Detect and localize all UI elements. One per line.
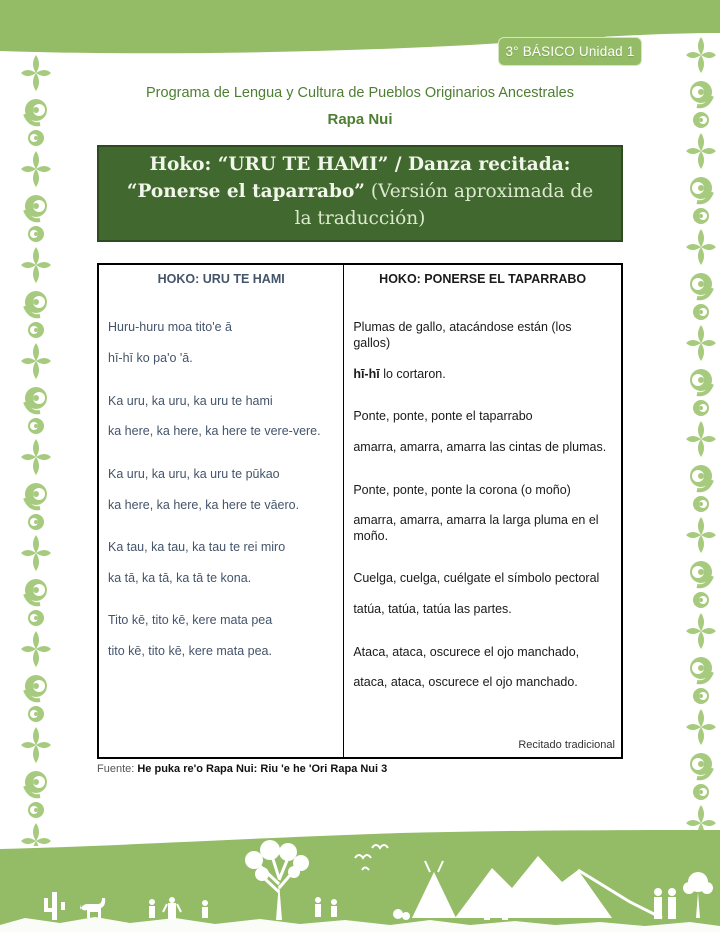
lyric-line: tatúa, tatúa, tatúa las partes. — [353, 602, 512, 617]
language-subtitle: Rapa Nui — [327, 111, 393, 128]
lyric-line: Ka uru, ka uru, ka uru te hami — [108, 393, 273, 408]
lyrics-table — [97, 263, 623, 759]
stanza — [108, 394, 333, 440]
lyric-line: Ataca, ataca, oscurece el ojo manchado, — [353, 644, 580, 659]
program-title: Programa de Lengua y Cultura de Pueblos Originarios Ancestrales — [146, 85, 574, 101]
lyric-line: Ka uru, ka uru, ka uru te pūkao — [108, 466, 280, 481]
tradition-note: Recitado tradicional — [518, 739, 615, 752]
stanza — [108, 467, 333, 513]
left-ornament-border — [20, 54, 52, 846]
rapanui-column — [99, 265, 344, 757]
rapanui-column-header: HOKO: URU TE HAMI — [157, 272, 285, 287]
lyric-line: Tito kē, tito kē, kere mata pea — [108, 613, 273, 628]
lyric-line: tito kē, tito kē, kere mata pea. — [108, 644, 272, 659]
lesson-title-bold: Hoko: “URU TE HAMI” / Danza recitada: “Ponerse el taparrabo” — [126, 154, 571, 202]
rapanui-stanzas — [99, 286, 343, 686]
stanza — [108, 320, 333, 366]
stanza — [353, 409, 611, 455]
lyric-line: hī-hī lo cortaron. — [353, 366, 446, 381]
spanish-stanzas — [344, 286, 621, 718]
lyric-line: amarra, amarra, amarra la larga pluma en el moño. — [353, 513, 599, 543]
stanza — [108, 540, 333, 586]
stanza — [353, 320, 611, 382]
source-line — [97, 763, 623, 775]
stanza — [108, 613, 333, 659]
source-text: He puka re'o Rapa Nui: Riu 'e he 'Ori Rapa Nui 3 — [137, 763, 388, 776]
lyric-line: Cuelga, cuelga, cuélgate el símbolo pectoral — [353, 571, 600, 586]
stanza — [353, 483, 611, 545]
lyric-line: Plumas de gallo, atacándose están (los gallos) — [353, 320, 572, 351]
lyric-line: Huru-huru moa tito'e ā — [108, 320, 232, 335]
lyric-line: ka here, ka here, ka here te vere-vere. — [108, 424, 321, 439]
landscape-illustration — [0, 830, 720, 932]
lyric-line: Ponte, ponte, ponte el taparrabo — [353, 409, 533, 424]
stanza — [353, 571, 611, 617]
lesson-title-banner — [97, 145, 623, 242]
lyric-line: Ponte, ponte, ponte la corona (o moño) — [353, 482, 571, 497]
lyric-line: ka tā, ka tā, ka tā te kona. — [108, 570, 252, 585]
lyric-line: ataca, ataca, oscurece el ojo manchado. — [353, 675, 578, 690]
main-content — [97, 0, 623, 786]
lyric-line: Ka tau, ka tau, ka tau te rei miro — [108, 540, 286, 555]
spanish-column — [344, 265, 621, 757]
unit-badge-label: 3° BÁSICO Unidad 1 — [505, 44, 635, 59]
lyric-line: amarra, amarra, amarra las cintas de plumas. — [353, 439, 607, 454]
stanza — [353, 645, 611, 691]
lyric-line: hī-hī ko pa'o 'ā. — [108, 351, 193, 366]
right-ornament-border — [685, 36, 717, 836]
lesson-title-light: (Versión aproximada de la traducción) — [294, 180, 594, 229]
source-label: Fuente: — [97, 763, 138, 776]
spanish-column-header: HOKO: PONERSE EL TAPARRABO — [379, 272, 587, 287]
lyric-line: ka here, ka here, ka here te vāero. — [108, 497, 300, 512]
